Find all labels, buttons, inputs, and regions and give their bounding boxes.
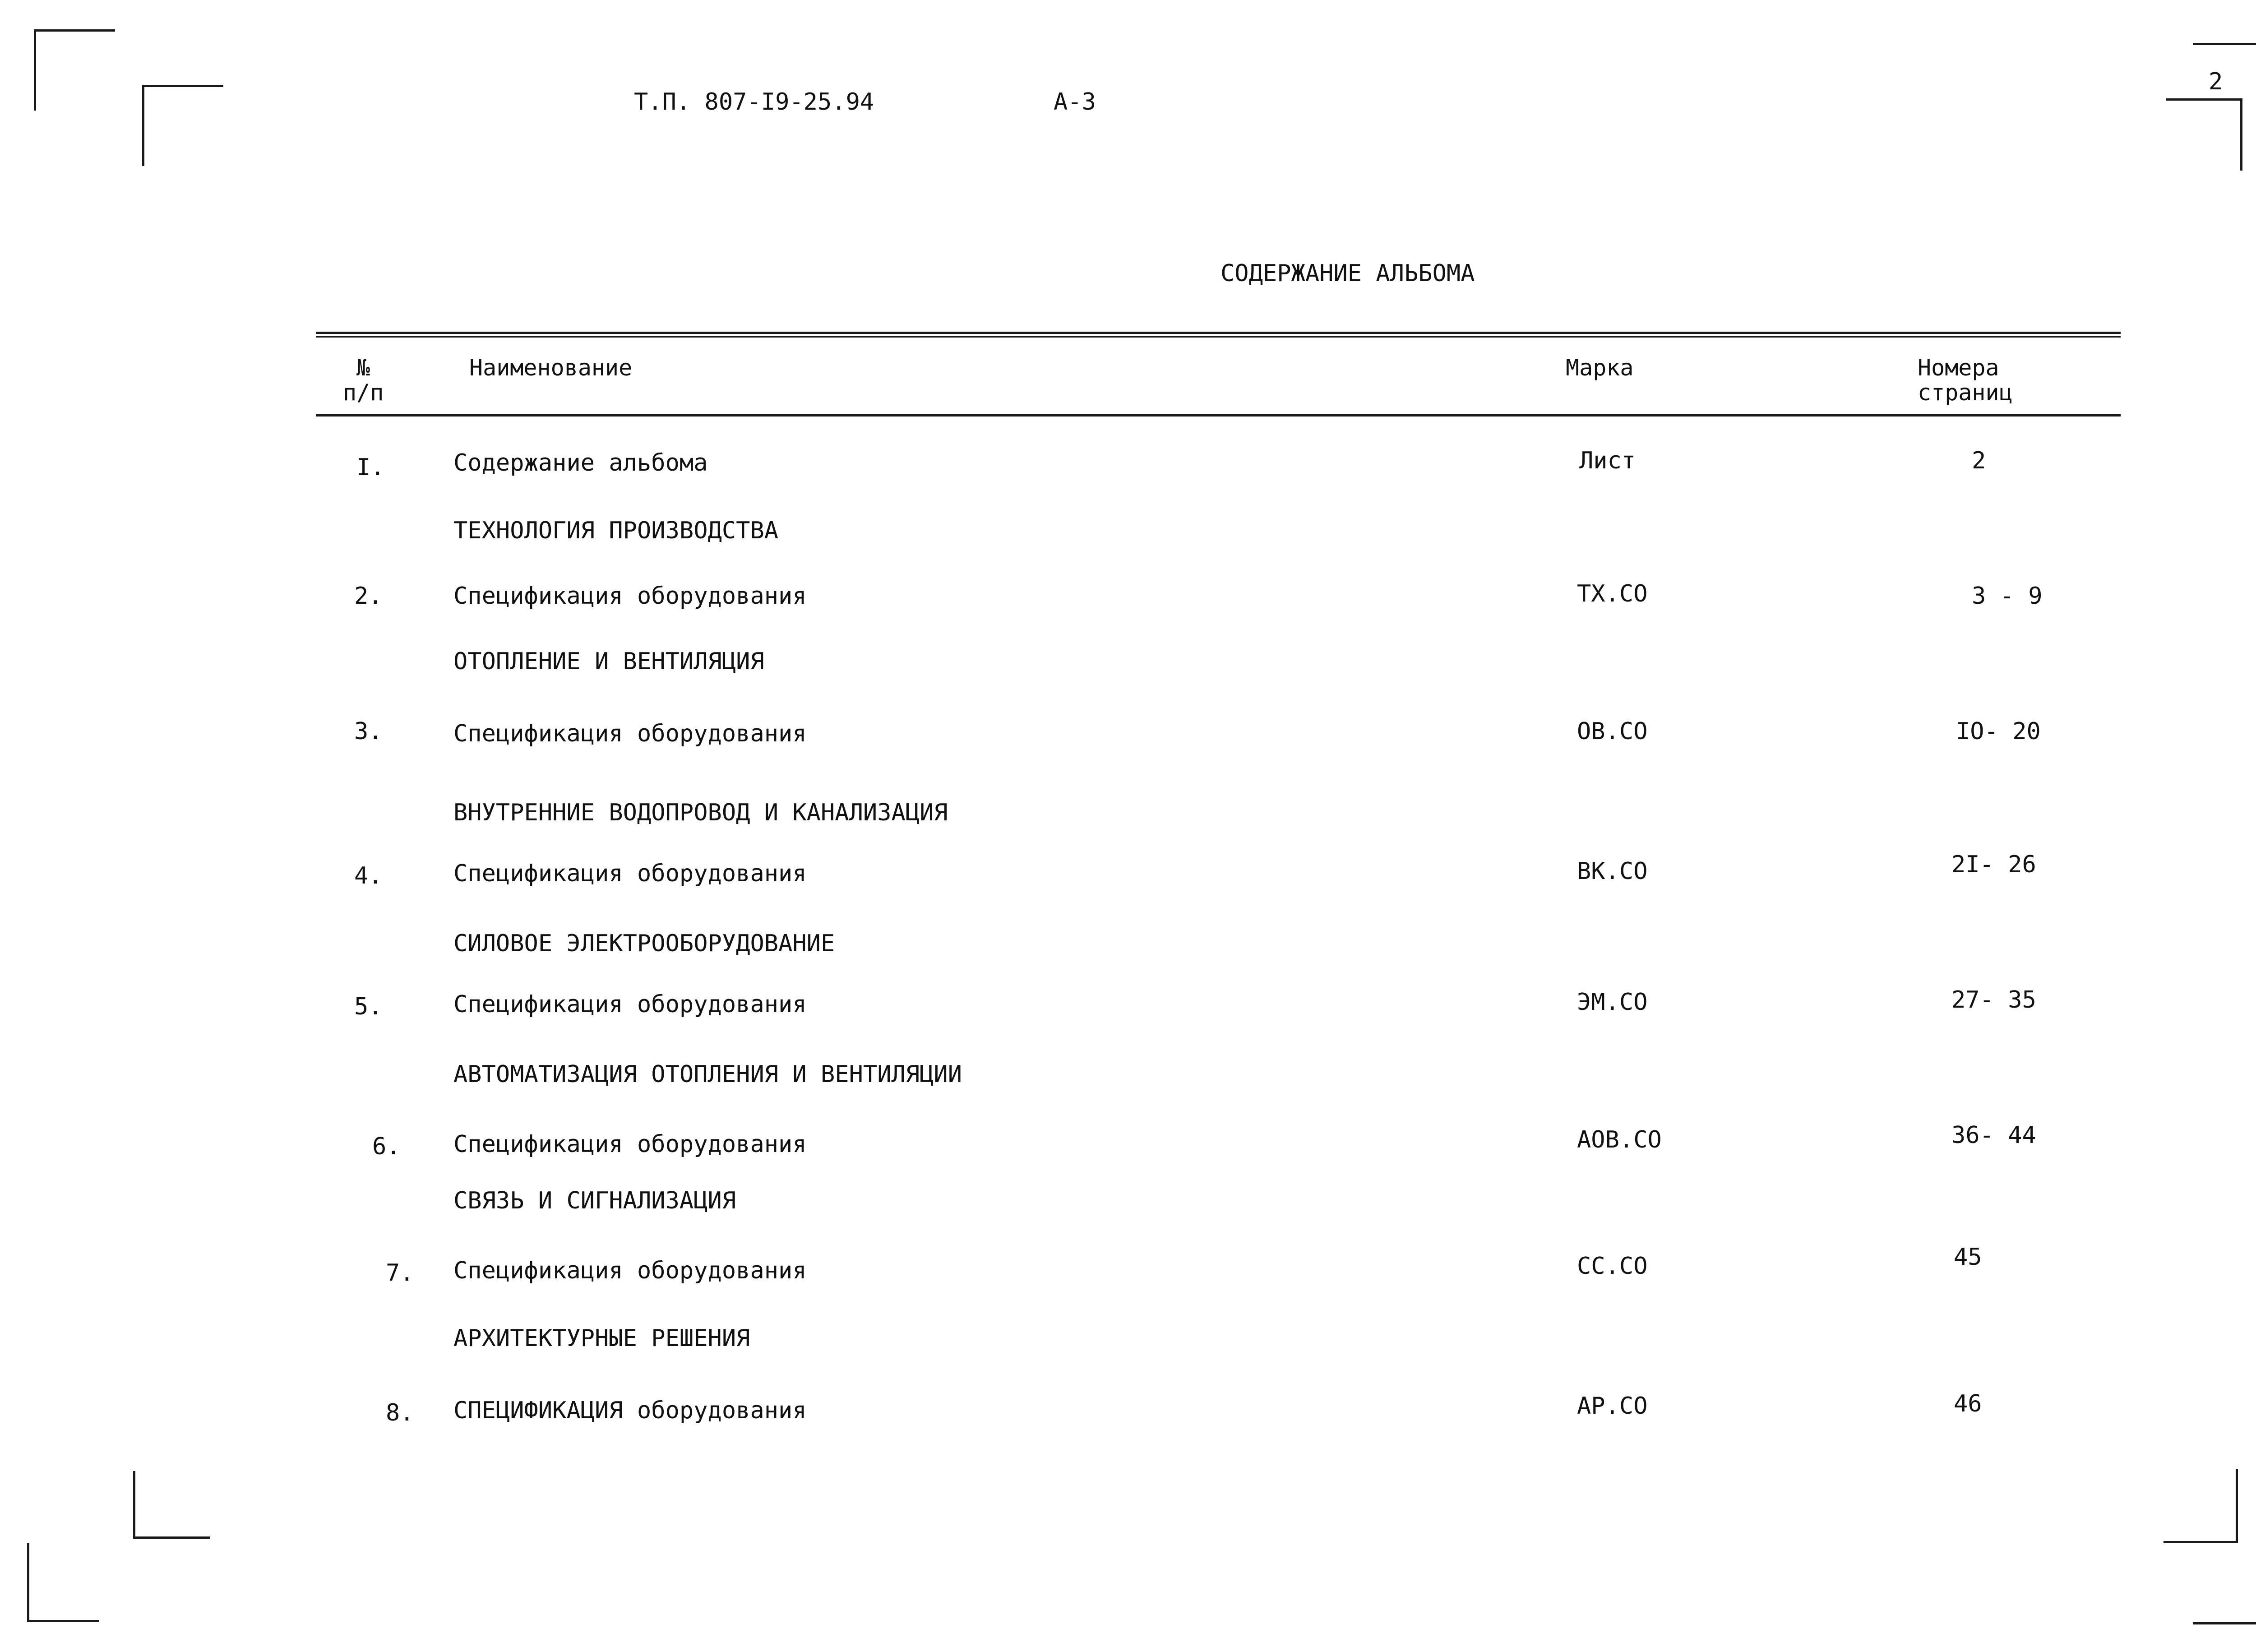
table-top-rule xyxy=(316,332,2121,334)
row-number: 3. xyxy=(354,718,383,745)
table-header-bottom-rule xyxy=(316,414,2121,416)
corner-mark-top-left-outer-v xyxy=(34,29,36,111)
corner-mark-top-right-inner-h xyxy=(2166,98,2242,101)
section-heading: АРХИТЕКТУРНЫЕ РЕШЕНИЯ xyxy=(453,1325,750,1352)
row-name: Спецификация оборудования xyxy=(453,720,807,747)
document-code: Т.П. 807-I9-25.94 xyxy=(634,88,874,116)
corner-mark-top-right-outer-h xyxy=(2193,43,2256,45)
row-mark: ОВ.СО xyxy=(1577,718,1648,745)
row-pages: 3 - 9 xyxy=(1972,583,2043,610)
row-name: Спецификация оборудования xyxy=(453,1257,807,1284)
row-pages: 45 xyxy=(1954,1244,1982,1271)
section-heading: АВТОМАТИЗАЦИЯ ОТОПЛЕНИЯ И ВЕНТИЛЯЦИИ xyxy=(453,1061,962,1088)
corner-mark-bottom-left-outer-v xyxy=(27,1543,29,1622)
column-header-pages-line2: страниц xyxy=(1918,379,2013,406)
row-mark: ТХ.СО xyxy=(1577,580,1648,607)
row-mark: ВК.СО xyxy=(1577,858,1648,885)
corner-mark-bottom-left-inner-h xyxy=(133,1536,210,1539)
table-top-rule-double xyxy=(316,336,2121,338)
row-name: СПЕЦИФИКАЦИЯ оборудования xyxy=(453,1397,807,1424)
row-pages: 46 xyxy=(1954,1390,1982,1417)
column-header-number-line1: № xyxy=(356,355,370,381)
row-number: 5. xyxy=(354,993,383,1020)
row-pages: 2I- 26 xyxy=(1951,851,2036,878)
row-pages: 27- 35 xyxy=(1951,986,2036,1013)
row-pages: 2 xyxy=(1972,447,1986,474)
row-number: 4. xyxy=(354,862,383,889)
page-number: 2 xyxy=(2209,68,2223,95)
row-mark: ЭМ.СО xyxy=(1577,989,1648,1016)
corner-mark-bottom-right-inner-h xyxy=(2164,1541,2238,1543)
row-number: 7. xyxy=(386,1259,414,1286)
corner-mark-top-left-inner-h xyxy=(142,85,223,87)
row-mark: Лист xyxy=(1579,447,1636,474)
row-name: Спецификация оборудования xyxy=(453,860,807,887)
corner-mark-top-left-outer-h xyxy=(34,29,115,32)
corner-mark-top-right-inner-v xyxy=(2240,98,2242,171)
column-header-mark: Марка xyxy=(1566,355,1634,381)
column-header-name: Наименование xyxy=(469,355,633,381)
row-number: 6. xyxy=(372,1133,401,1160)
album-code: А-3 xyxy=(1054,88,1096,116)
row-name: Спецификация оборудования xyxy=(453,583,807,610)
row-name: Содержание альбома xyxy=(453,449,708,477)
page-title: СОДЕРЖАНИЕ АЛЬБОМА xyxy=(1220,260,1475,287)
row-number: I. xyxy=(356,454,385,481)
section-heading: СВЯЗЬ И СИГНАЛИЗАЦИЯ xyxy=(453,1187,736,1214)
column-header-pages-line1: Номера xyxy=(1918,355,1999,381)
corner-mark-top-left-inner-v xyxy=(142,85,144,166)
column-header-number-line2: п/п xyxy=(343,379,384,406)
corner-mark-bottom-left-inner-v xyxy=(133,1471,135,1539)
row-mark: АОВ.СО xyxy=(1577,1126,1662,1153)
row-mark: СС.СО xyxy=(1577,1253,1648,1280)
row-mark: АР.СО xyxy=(1577,1393,1648,1420)
row-pages: IO- 20 xyxy=(1956,718,2041,745)
corner-mark-bottom-left-outer-h xyxy=(27,1620,99,1622)
row-number: 2. xyxy=(354,583,383,610)
corner-mark-bottom-right-outer-h xyxy=(2193,1622,2256,1624)
corner-mark-bottom-right-inner-v xyxy=(2236,1469,2238,1543)
section-heading: СИЛОВОЕ ЭЛЕКТРООБОРУДОВАНИЕ xyxy=(453,930,835,957)
section-heading: ВНУТРЕННИЕ ВОДОПРОВОД И КАНАЛИЗАЦИЯ xyxy=(453,799,948,826)
row-pages: 36- 44 xyxy=(1951,1122,2036,1149)
row-number: 8. xyxy=(386,1399,414,1426)
row-name: Спецификация оборудования xyxy=(453,991,807,1018)
section-heading: ОТОПЛЕНИЕ И ВЕНТИЛЯЦИЯ xyxy=(453,648,764,675)
row-name: Спецификация оборудования xyxy=(453,1131,807,1158)
section-heading: ТЕХНОЛОГИЯ ПРОИЗВОДСТВА xyxy=(453,517,779,544)
